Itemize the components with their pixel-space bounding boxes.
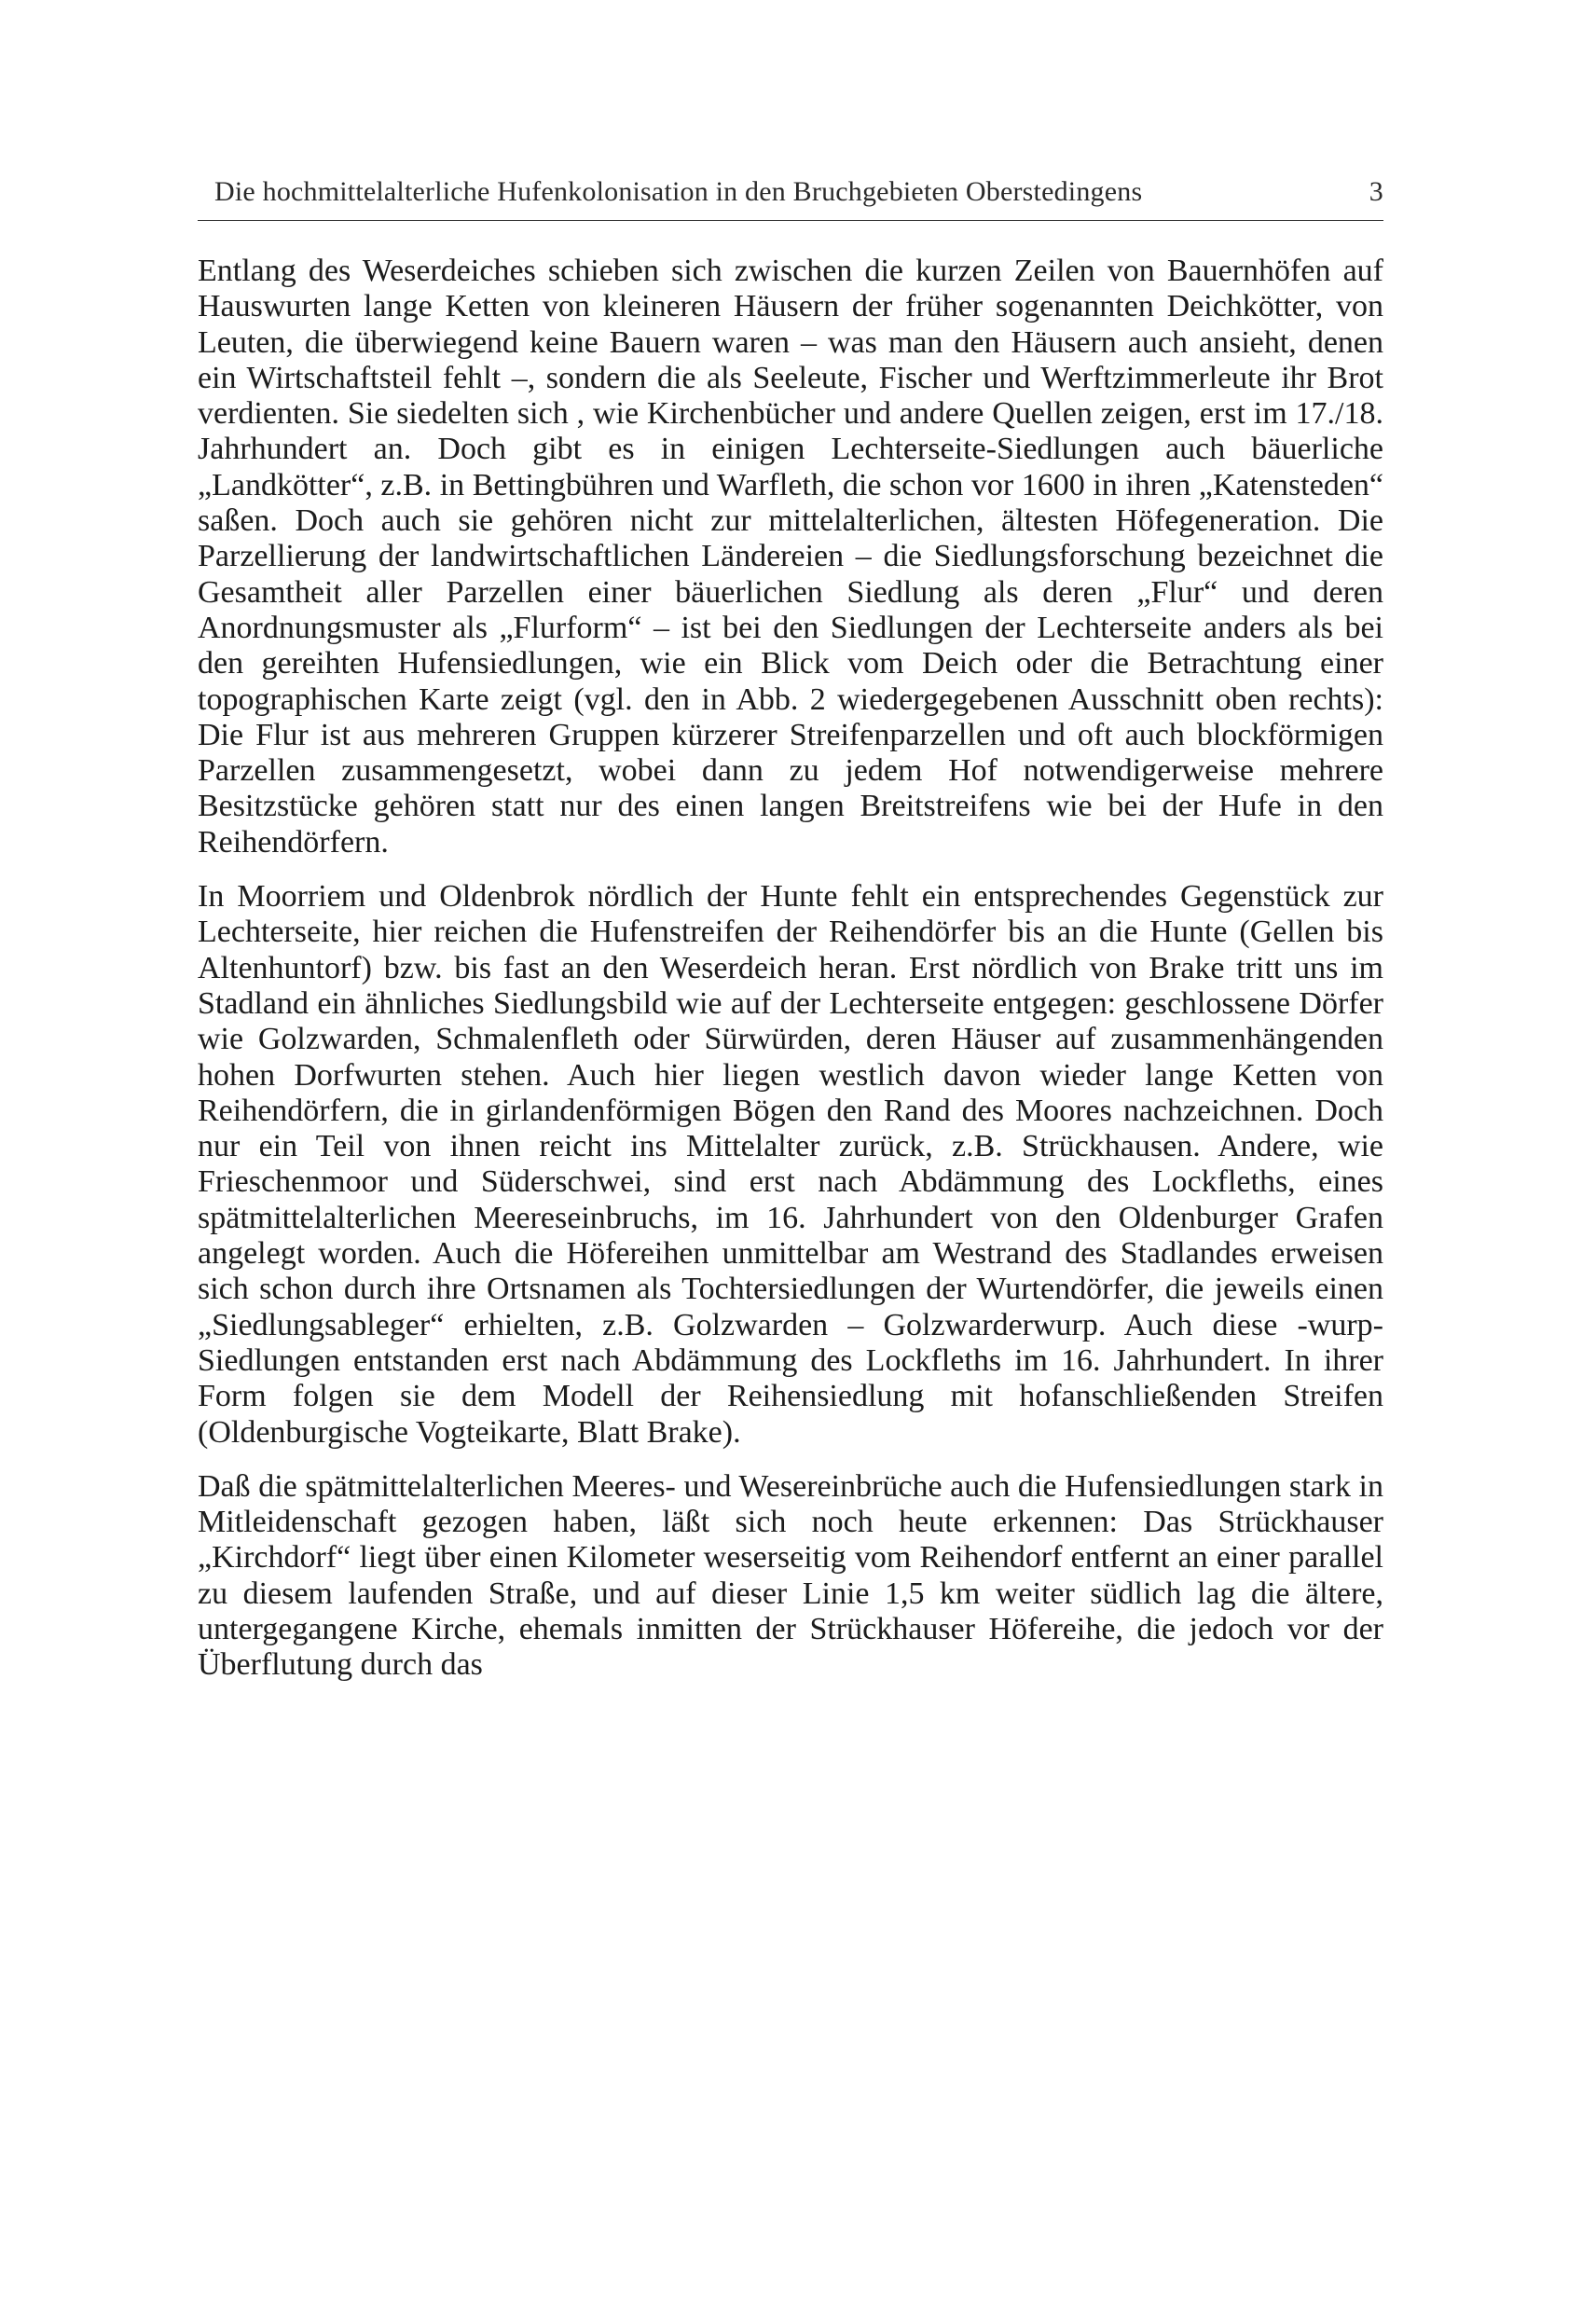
paragraph-3: Daß die spätmittelalterlichen Meeres- und Wesereinbrüche auch die Hufensiedlungen stark in Mitleidenschaft gezogen haben, läßt sich noch heute erkennen: Das Strückhauser „Kirchdorf“ liegt über einen Kilometer weserseitig vom Reihendorf entfernt an einer parallel zu diesem laufenden Straße, und auf dieser Linie 1,5 km weiter südlich lag die ältere, untergegangene Kirche, ehemals inmitten der Strückhauser Höfereihe, die jedoch vor der Überflutung durch das — [198, 1468, 1383, 1683]
running-head — [198, 173, 1383, 220]
running-head-title: Die hochmittelalterliche Hufenkolonisation in den Bruchgebieten Oberstedingens — [214, 176, 1143, 207]
paragraph-1: Entlang des Weserdeiches schieben sich zwischen die kurzen Zeilen von Bauernhöfen auf Hauswurten lange Ketten von kleineren Häusern der früher sogenannten Deichkötter, von Leuten, die überwiegend keine Bauern waren – was man den Häusern auch ansieht, denen ein Wirtschaftsteil fehlt –, sondern die als Seeleute, Fischer und Werftzimmerleute ihr Brot verdienten. Sie siedelten sich , wie Kirchenbücher und andere Quellen zeigen, erst im 17./18. Jahrhundert an. Doch gibt es in einigen Lechterseite-Siedlungen auch bäuerliche „Landkötter“, z.B. in Bettingbühren und Warfleth, die schon vor 1600 in ihren „Katensteden“ saßen. Doch auch sie gehören nicht zur mittelalterlichen, ältesten Höfegeneration. Die Parzellierung der landwirtschaftlichen Ländereien – die Siedlungsforschung bezeichnet die Gesamtheit aller Parzellen einer bäuerlichen Siedlung als deren „Flur“ und deren Anordnungsmuster als „Flurform“ – ist bei den Siedlungen der Lechterseite anders als bei den gereihten Hufensiedlungen, wie ein Blick vom Deich oder die Betrachtung einer topographischen Karte zeigt (vgl. den in Abb. 2 wiedergegebenen Ausschnitt oben rechts): Die Flur ist aus mehreren Gruppen kürzerer Streifenparzellen und oft auch blockförmigen Parzellen zusammengesetzt, wobei dann zu jedem Hof notwendigerweise mehrere Besitzstücke gehören statt nur des einen langen Breitstreifens wie bei der Hufe in den Reihendörfern. — [198, 254, 1383, 860]
paragraph-2: In Moorriem und Oldenbrok nördlich der Hunte fehlt ein entsprechendes Gegenstück zur Lechterseite, hier reichen die Hufenstreifen der Reihendörfer bis an die Hunte (Gellen bis Altenhuntorf) bzw. bis fast an den Weserdeich heran. Erst nördlich von Brake tritt uns im Stadland ein ähnliches Siedlungsbild wie auf der Lechterseite entgegen: geschlossene Dörfer wie Golzwarden, Schmalenfleth oder Sürwürden, deren Häuser auf zusammenhängenden hohen Dorfwurten stehen. Auch hier liegen westlich davon wieder lange Ketten von Reihendörfern, die in girlandenförmigen Bögen den Rand des Moores nachzeichnen. Doch nur ein Teil von ihnen reicht ins Mittelalter zurück, z.B. Strückhausen. Andere, wie Frieschenmoor und Süderschwei, sind erst nach Abdämmung des Lockfleths, eines spätmittelalterlichen Meereseinbruchs, im 16. Jahrhundert von den Oldenburger Grafen angelegt worden. Auch die Höfereihen unmittelbar am Westrand des Stadlandes erweisen sich schon durch ihre Ortsnamen als Tochtersiedlungen der Wurtendörfer, die jeweils einen „Siedlungsableger“ erhielten, z.B. Golzwarden – Golzwarderwurp. Auch diese -wurp-Siedlungen entstanden erst nach Abdämmung des Lockfleths im 16. Jahrhundert. In ihrer Form folgen sie dem Modell der Reihensiedlung mit hofanschließenden Streifen (Oldenburgische Vogteikarte, Blatt Brake). — [198, 879, 1383, 1450]
page-number: 3 — [1369, 176, 1383, 207]
body-text — [198, 254, 1383, 1684]
header-rule — [198, 220, 1383, 221]
